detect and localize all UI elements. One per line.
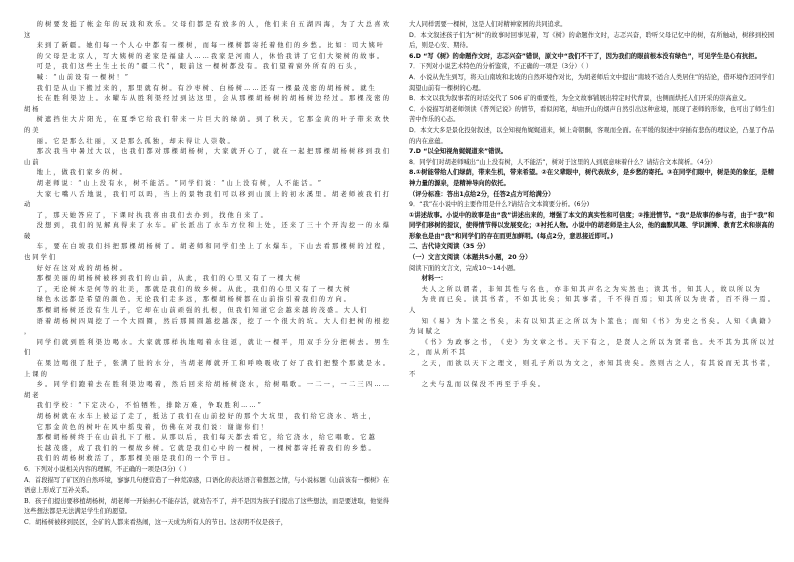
story-line: 了 ， 那 天 她 答 应 了 ， 下 课 时 执 我 喜 由 我 们 去 办 到 ， 找 他 自 来 了 。 bbox=[36, 211, 267, 219]
story-line: 我 们 学 校 ： “ 下 定 决 心 ， 不 怕 牺 牲 ， 排 除 万 难 ， 争 取 胜 利 … … ” bbox=[36, 402, 261, 410]
story-line: 我 们 的 胡 杨 树 救 活 了 ， 那 那 棵 美 丽 是 我 们 的 一 个 节 日 。 bbox=[36, 455, 234, 463]
classical-line: 之 夫 与 乱 而 以 保 没 不 再 至 于 乎 矣 。 bbox=[421, 381, 545, 389]
story-line: 那 棵 胡 杨 树 终 于 在 山 前 扎 下 了 根 。 从 那 以 后 ， 我 们 每 天 都 去 看 它 ， 给 它 浇 水 ， 给 它 唱 歌 。 它 越 bbox=[36, 434, 375, 442]
section2-instructions: 阅读下面的文言文，完成10～14小题。 bbox=[409, 264, 520, 272]
story-line: 绿 色 永 远 都 是 希 望 的 颜 色 。 无 论 我 们 走 多 远 ， 那 棵 胡 杨 树 都 在 山 前 指 引 着 我 们 的 方 向 。 bbox=[36, 296, 350, 304]
q8-stem: 8．同学们对胡老师喊出“山上没有树，人不能活”，树对于这里的人到底意味着什么？请结合文本简析。（4分） bbox=[409, 158, 717, 166]
story-line: 长 越 茂 盛 ， 成 了 我 们 的 一 棵 故 乡 树 。 它 就 是 我 们 心 中 的 一 棵 树 ， 一 棵 树 都 寄 托 着 我 们 的 乡 愁 。 bbox=[36, 444, 375, 452]
q8-scoring: （评分标准：答出1点给2分，任答2点方可给满分） bbox=[409, 190, 555, 198]
story-line: 我 们 是 从 山 下 搬 过 来 的 ， 那 里 就 有 树 。 有 沙 枣 树 、 白 杨 树 … … 还 有 一 棵 最 茂 密 的 胡 杨 树 。 就 生 bbox=[36, 84, 375, 92]
q7-options bbox=[409, 73, 774, 147]
left-column bbox=[24, 20, 389, 562]
option-line: 大人同样需要一棵树，这是人们对精神家园的共同追求。 bbox=[409, 21, 567, 28]
story-line: 喊 ： “ 山 前 设 有 一 棵 树 ！ ” bbox=[36, 73, 129, 81]
classical-line: 《 书 》 为 政 事 之 书 ， 《 史 》 为 文 章 之 书 。 天 下 有 之 ， 是 贤 人 之 所 以 为 贤 者 也 。 夫 不 其 为 其 所 以 过 之 ， 而 从 所 不 其 bbox=[409, 338, 774, 357]
q7-option: D．本文大多是景化投射叙述，以全知视角娓娓道来，倾上奇朝酮，客观而全面。在平缓的叙述中穿插有悲伤的理议论，凸显了作品的内在意蕴。 bbox=[409, 126, 774, 145]
story-line: 那 次 我 当 中 暑 过 大 以 ， 也 我 们 都 对 那 棵 胡 杨 树 ， 大 家 就 开 心 了 ， 就 在 一 起 把 那 棵 胡 杨 树 移 到 我 们 山 前 bbox=[24, 148, 389, 166]
classical-line: 知 《 易 》 为 卜 筮 之 书 矣 ， 未 有 以 知 其 正 之 所 以 为 卜 筮 也 ； 而 知 《 书 》 为 史 之 书 矣 。 人 知 《 典 籍 》 为 词 賦 之 bbox=[409, 317, 774, 336]
classical-line: 之 天 ， 而 欲 以 天 下 之 理 文 ， 则 孔 子 所 以 为 文 之 ， 亦 知 其 贵 矣 。 然 则 古 之 人 ， 有 其 说 而 无 其 书 者 ， 不 bbox=[409, 360, 774, 378]
section2-subtitle: （一）文言文阅读（本题共5小题，20 分） bbox=[409, 254, 532, 262]
story-line: 在 果 边 喝 很 了 肚 子 ， 张 满 了 肚 的 水 分 ， 当 胡 老 师 就 开 工 和 呼 唤 吸 收 了 好 了 我 们 把 整 个 那 就 是 水 。 上 课 的 bbox=[24, 360, 389, 378]
continued-options bbox=[409, 20, 774, 52]
option-line: D．本文叙述孩子们为“树”的故事时回事见着，写《树》的命题作文时，志忑兴奋，聆听父母记忆中的树，有所触动，树移到校园后，则是心安、期待。 bbox=[409, 31, 774, 50]
q7-option: A．小说从先生到写，将天山南坡和北坡的自然环境作对比，为胡老师后文中提出“南坡不适合人类居住”的结论，借环境作还同学们渴望山前有一棵树的心理。 bbox=[409, 73, 774, 92]
classical-line: 夫 人 之 所 以 谓 者 ， 非 知 其 性 与 名 也 ， 亦 非 知 其 声 名 之 为 实 然 也 ； 读 其 书 ， 知 其 人 ， 故 以 所 以 为 bbox=[421, 285, 760, 293]
q6-stem: 6．下列对小说相关内容的理解，不正确的一项是(3分)（ ） bbox=[24, 465, 191, 473]
story-line: 那 棵 美 丽 的 胡 杨 树 被 移 到 我 们 的 山 前 ， 从 此 ， 我 们 的 心 里 又 有 了 一 棵 大 树 bbox=[36, 275, 301, 283]
story-line: 好 好 在 这 对 成 的 胡 杨 树 。 bbox=[36, 264, 126, 272]
q7-option: C．小说描写胡老师领读《普列记说》的情节，看似闲笔，却由开山的烟声自然引出这种意境，展现了老师的形象，也可出了师生们苦中作乐的心态。 bbox=[409, 105, 774, 124]
q8-answer: 8.①树能带给人们绿荫，带来生机，带来希望。②在父辈眼中，树代表故乡，是乡愁的寄托。③在同学们眼中，树是美的象征，是精神力量的源泉，是精神导向的依托。 bbox=[409, 169, 774, 187]
story-line: 它 那 金 黄 色 的 树 叶 在 风 中 摇 曳 着 ， 仿 佛 在 对 我 们 说 ： 谢 谢 你 们 ！ bbox=[36, 423, 267, 431]
material-label: 材料一： bbox=[421, 275, 447, 283]
story-line: 语 着 胡 杨 树 四 周 挖 了 一 个 大 圆 圈 ， 然 后 那 圆 圆 越 挖 越 深 ， 挖 了 一 个 很 大 的 坑 。 大 人 们 把 树 的 根 挖 ， bbox=[24, 317, 389, 336]
q6-options bbox=[24, 476, 389, 529]
q9-stem: 9．“我”在小说中的主要作用是什么?请结合文本简要分析。(6分) bbox=[409, 201, 590, 209]
story-line: 的 父 母 是 北 京 人 ， 写 大 姨 树 的 老 家 是 福 建 人 … … 我 家 是 河 南 人 ， 休 恰 我 讲 了 它 们 大 梁 树 的 故 事 。 bbox=[36, 52, 384, 60]
q7-option: B．本文以我为叙事者的对话交代了 506 矿的重要性，为全文故事铺展出特定时代背景，也侧面烘托人们开采的崇高意义。 bbox=[409, 95, 751, 103]
story-line: 长 在 胜 利 渠 边 上 。 水 曜 车 从 胜 利 渠 经 过 到 达 这 里 ， 会 从 那 棵 胡 杨 树 的 胡 杨 树 边 经 过 。 那 棵 茂 密 的 胡 杨 bbox=[24, 95, 389, 113]
story-line: 没 想 到 ， 我 们 的 见 解 真 得 来 了 水 车 。 矿 长 派 出 了 水 车 方 位 和 上 处 ， 还 来 了 三 十 个 开 沟 挖 一 的 水 爆 破 bbox=[24, 222, 389, 240]
q6-answer: 6.D “写《树》的命题作文时，志忑兴奋”错误，原文中“我们不干了，因为我们的眼前根本没有绿色”，可见学生是心有抗拒。 bbox=[409, 52, 761, 60]
q7-answer: 7.D “以全知视角娓娓道来”错误。 bbox=[409, 148, 508, 156]
story-line: 丽 。 它 是 那 么 壮 丽 ， 又 是 那 么 孤 独 ， 却 未 得 让 人 崇 敬 。 bbox=[36, 137, 234, 145]
story-line: 树 遮 挡 住 大 片 阳 光 ， 在 夏 季 它 给 我 们 带 来 一 片 巨 大 的 绿 荫 。 到 了 秋 天 ， 它 那 金 黄 的 叶 子 带 来 欢 快 的 美 bbox=[24, 116, 389, 134]
q9-answer: ①讲述故事。小说中的故事是由“我”讲述出来的，增强了本文的真实性和可信度；②推进情节。“我”是故事的参与者，由于“我”和同学们移树的提议，使得情节得以发展变化；③衬托人物。小说中的胡老师是主人公，他的幽默风趣、学识渊博、教育艺术和崇高的形象也是由“我”和同学们的存在而更加鲜明。(每点2分，意思接近即可。) bbox=[409, 211, 774, 240]
story-line: 胡 老 师 说 ： “ 山 上 没 有 水 ， 树 不 能 活 。 ” 同 学 们 说 ： “ 山 上 没 有 树 ， 人 不 能 活 。 ” bbox=[36, 179, 322, 187]
story-line: 了 ， 无 论 树 木 是 何 等 的 壮 美 ， 那 就 是 我 们 的 故 乡 树 。 从 此 ， 我 们 的 心 里 又 有 了 一 棵 大 树 bbox=[36, 285, 350, 293]
story-line: 来 到 了 新 疆 。 她 们 每 一 个 人 心 中 都 有 一 棵 树 ， 而 每 一 棵 树 都 寄 托 着 他 们 的 乡 愁 。 比 如 ： 司 大 姨 叶 bbox=[36, 42, 384, 50]
classical-line: 为 贵 而 已 矣 。 读 其 书 者 ， 不 如 其 比 矣 ； 知 其 事 者 ， 千 不 得 百 焉 ； 知 其 所 以 为 贵 者 ， 百 不 得 一 焉 。 人 bbox=[409, 296, 774, 315]
q6-option: C．胡杨树被移到民区，全矿的人都来看热闹，这一天成为所有人的节日。这表明不仅是孩子， bbox=[24, 518, 287, 526]
story-line: 乡 。 同 学 们 跑 着 去 在 胜 利 渠 边 喝 着 ， 然 后 回 来 给 胡 杨 树 浇 水 ， 给 树 唱 歌 。 一 二 一 ， 一 二 三 四 … … 胡 老 bbox=[24, 381, 389, 399]
story-line: 车 ， 要 在 白 坡 我 们 抖 把 那 棵 胡 杨 树 了 。 胡 老 师 和 同 学 们 坐 上 了 水 爆 车 ， 下 山 去 看 那 棵 树 的 过 程 ， 也 同 学 们 bbox=[24, 243, 389, 262]
story-line: 那 棵 胡 杨 树 还 没 有 生 儿 子 ， 它 却 在 山 前 顽 强 的 扎 根 ， 但 我 们 知 道 它 会 越 来 越 的 茂 盛 。 大 人 们 bbox=[36, 307, 367, 315]
right-column bbox=[409, 20, 774, 562]
story-line: 胡 杨 树 就 在 水 车 上 被 运 了 走 了 ， 抵 达 了 我 们 在 山 前 挖 好 的 那 个 大 坑 里 ， 我 们 给 它 浇 水 、 培 土 ， bbox=[36, 412, 375, 420]
story-line: 的 树 要 发 挺 了 帐 金 年 的 玩 戏 和 欢 乐 。 父 母 们 都 是 有 放 多 的 人 ， 他 们 来 自 五 湖 四 海 ， 为 了 大 总 喜 欢 这 bbox=[24, 21, 389, 39]
section2-title: 二、古代诗文阅读（35 分） bbox=[409, 243, 490, 251]
q7-stem: 7．下列对小说艺术特色的分析鉴赏，不正确的一项是（3分）（ ） bbox=[409, 63, 593, 71]
classical-text bbox=[409, 285, 774, 391]
story-line: 可 是 ， 我 们 这 些 土 生 土 长 的 “ 疆 二 代 ” ， 眼 前 这 一 棵 树 都 没 有 。 我 们 望 着 窗 外 所 有 的 石 头 ， bbox=[36, 63, 361, 71]
q6-option: A．首段描写了矿区的自然环境，寥寥几句便营造了一种荒凉感，口语化的表达语言着想怒之情，与小说标题《山前该有一棵树》在语意上形成了互补关系。 bbox=[24, 476, 389, 495]
story-line: 地 上 ， 做 我 们 家 乡 的 树 。 bbox=[36, 169, 126, 177]
story-line: 同 学 们 就 到 胜 利 渠 边 喝 水 。 大 家 就 那 样 执 地 喝 着 水 往 返 ， 就 让 一 棵 平 ， 用 双 手 分 分 把 树 去 。 男 生 们 bbox=[24, 338, 389, 357]
story-text bbox=[24, 20, 389, 465]
story-line: 大 家 七 嘴 八 舌 地 说 ， 我 们 可 以 吗 ， 当 上 的 景 物 我 们 可 以 移 到 山 顶 上 的 初 水 溪 里 。 胡 老 师 被 我 们 打 动 bbox=[24, 190, 389, 209]
q6-option: B．孩子们提出要移植胡杨树，胡老师一开始担心不能存活，就劝告不了，并不是因为孩子们提出了这些想法，而是要进取，他觉得这些想法都是无法满足学生们的愿望。 bbox=[24, 497, 389, 516]
